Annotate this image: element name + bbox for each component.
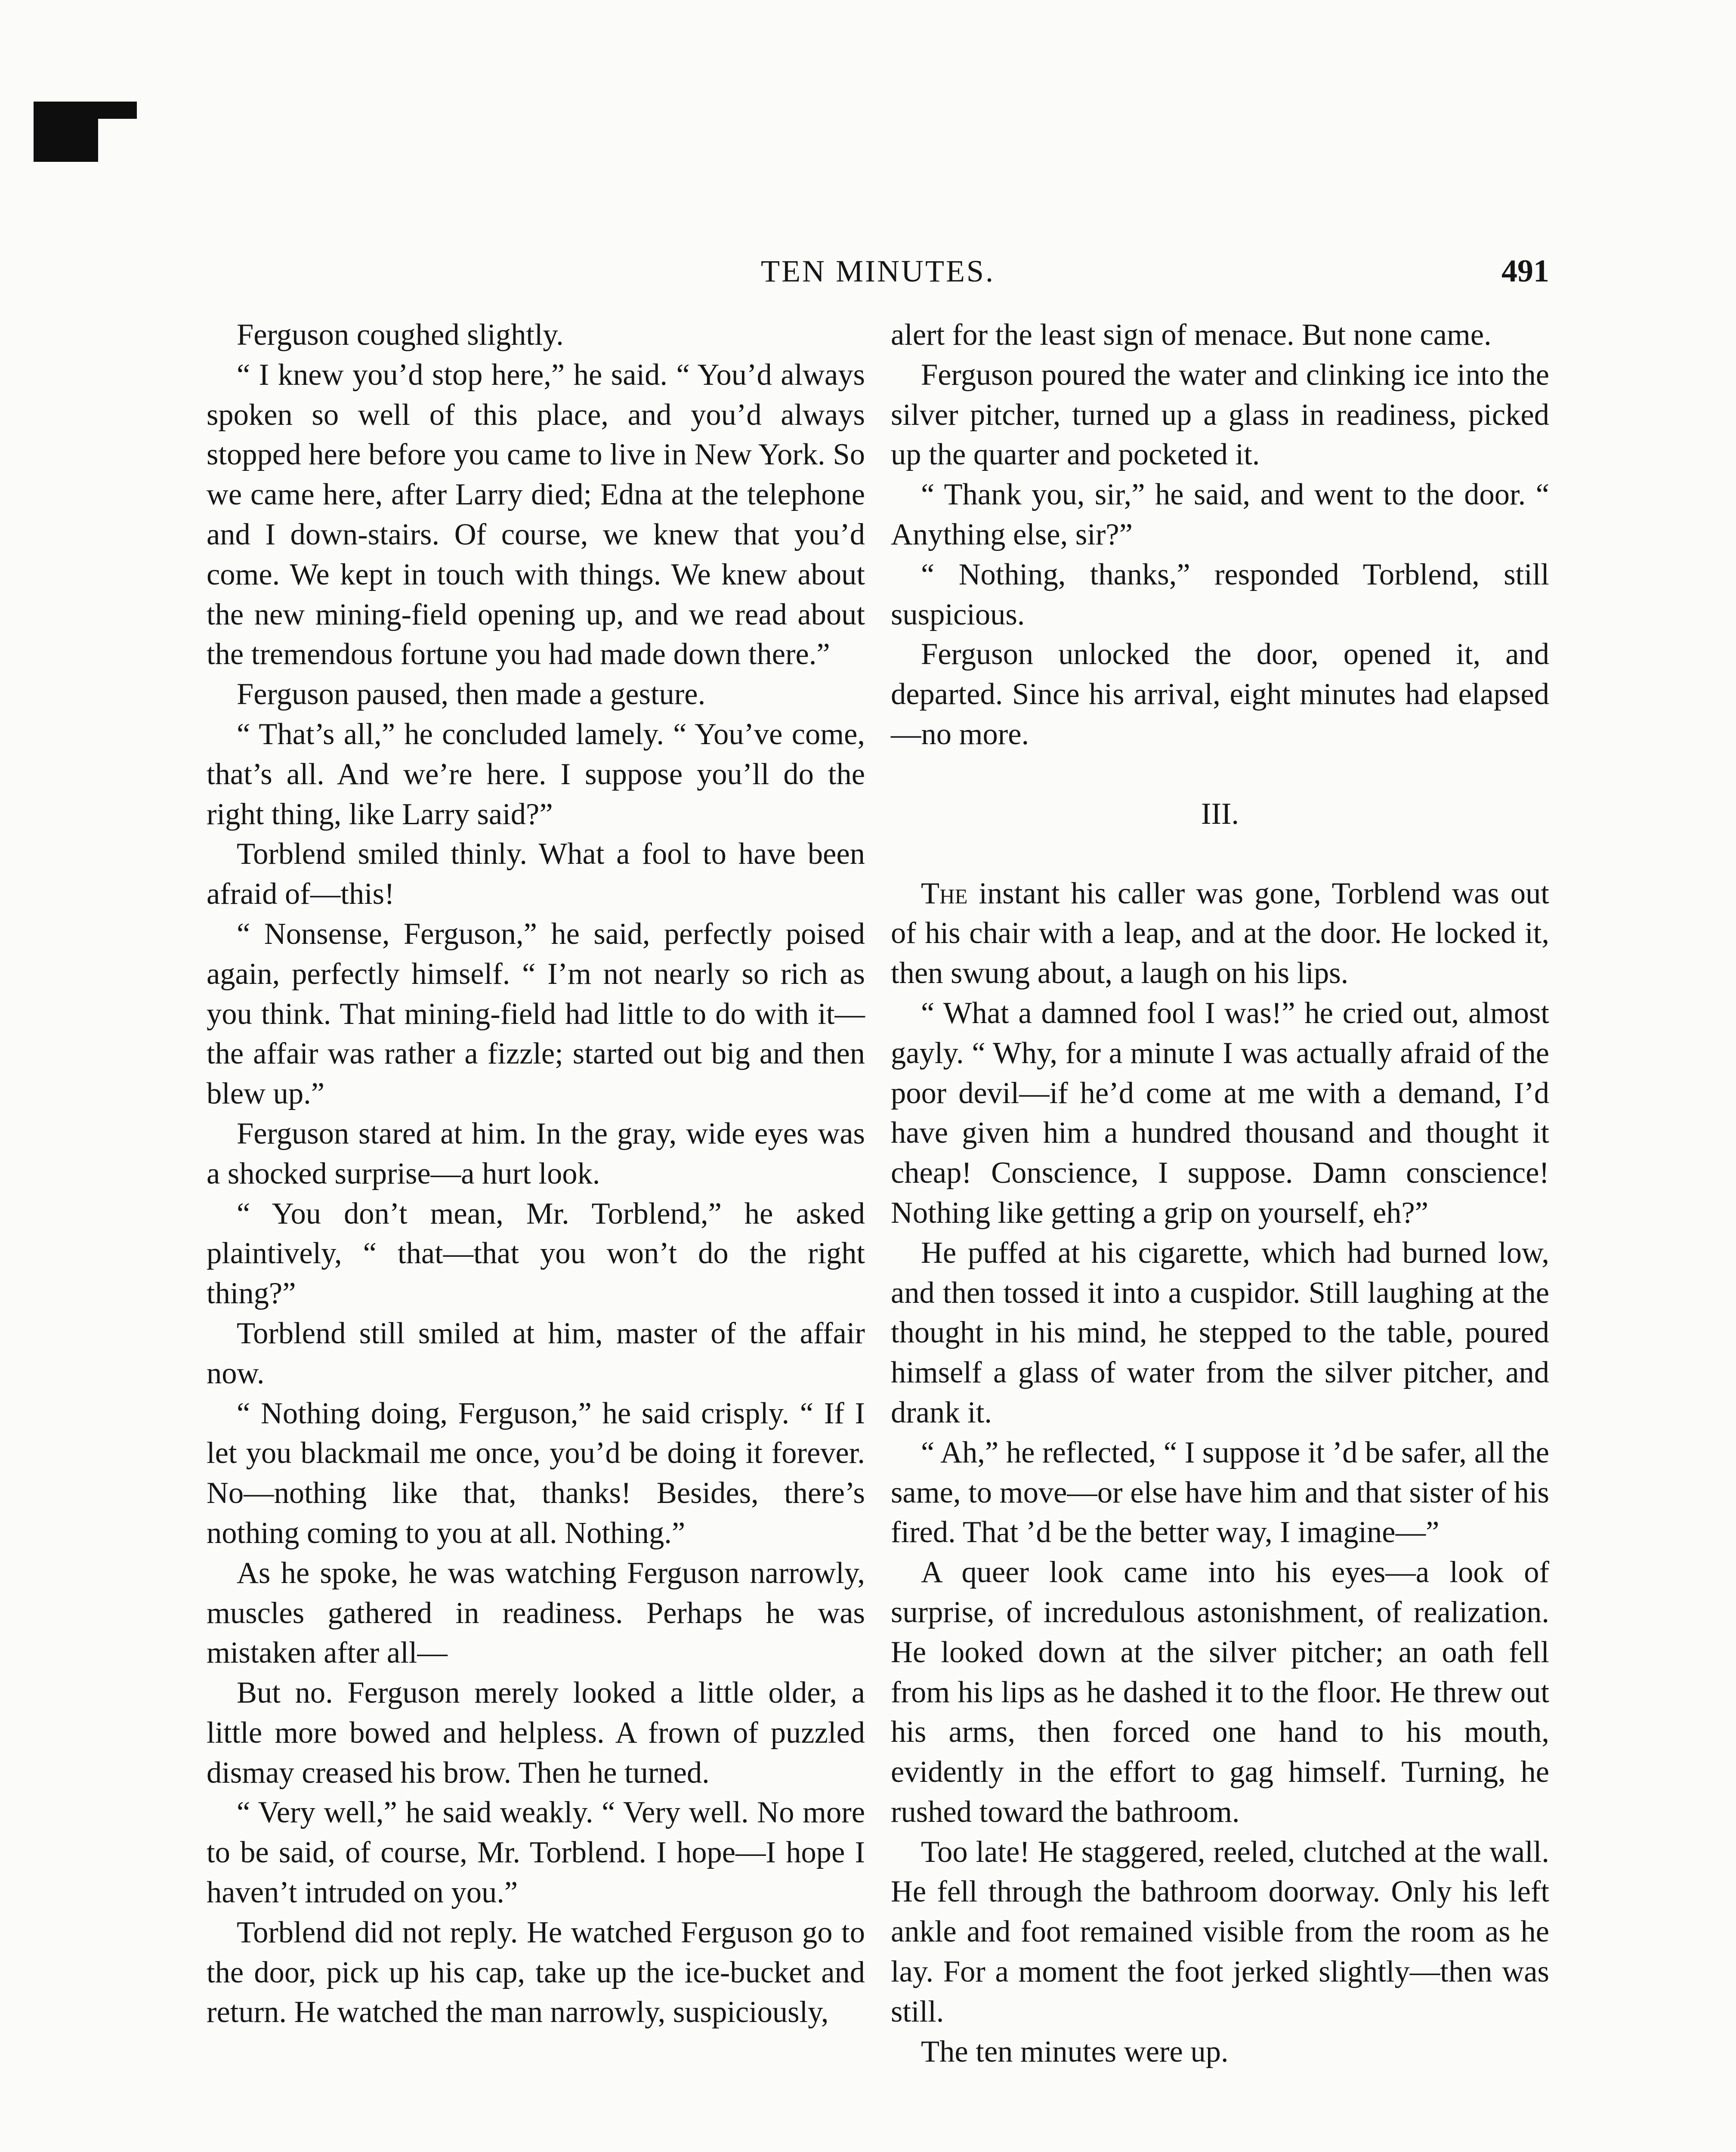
lead-word: The (921, 876, 968, 910)
paragraph: Torblend smiled thinly. What a fool to have been afraid of—this! (207, 837, 865, 911)
page-corner-mark (34, 102, 137, 162)
paragraph: Torblend still smiled at him, master of the affair now. (207, 1316, 865, 1390)
running-head (207, 247, 1549, 295)
page-number: 491 (1501, 254, 1549, 289)
paragraph: “ That’s all,” he concluded lamely. “ You’ve come, that’s all. And we’re here. I suppose you’ll do the right thing, like Larry said?” (207, 717, 865, 831)
paragraph: “ Nothing, thanks,” responded Torblend, still suspicious. (891, 557, 1549, 631)
paragraph-continuation: alert for the least sign of menace. But none came. (891, 318, 1492, 352)
paragraph: Ferguson unlocked the door, opened it, and departed. Since his arrival, eight minutes had elapsed—no more. (891, 637, 1549, 751)
paragraph: Too late! He staggered, reeled, clutched at the wall. He fell through the bathroom doorway. Only his left ankle and foot remained visible from the room as he lay. For a moment the foot jerked slightly—then was still. (891, 1835, 1549, 2028)
paragraph: “ Nothing doing, Ferguson,” he said crisply. “ If I let you blackmail me once, you’d be doing it forever. No—nothing like that, thanks! Besides, there’s nothing coming to you at all. Nothing.” (207, 1396, 865, 1550)
paragraph: “ You don’t mean, Mr. Torblend,” he asked plaintively, “ that—that you won’t do the right thing?” (207, 1197, 865, 1311)
running-title: TEN MINUTES. (761, 254, 995, 288)
paragraph: He puffed at his cigarette, which had burned low, and then tossed it into a cuspidor. Still laughing at the thought in his mind, he stepped to the table, poured himself a glass of water from the silver pitcher, and drank it. (891, 1236, 1549, 1429)
paragraph: The ten minutes were up. (921, 2035, 1229, 2069)
section-opening-paragraph (891, 874, 1549, 993)
paragraph: “ Ah,” he reflected, “ I suppose it ’d be safer, all the same, to move—or else have him and that sister of his fired. That ’d be the better way, I imagine—” (891, 1435, 1549, 1549)
paragraph: Torblend did not reply. He watched Ferguson go to the door, pick up his cap, take up the ice-bucket and return. He watched the man narrowly, suspiciously, (207, 1915, 865, 2029)
paragraph: Ferguson stared at him. In the gray, wide eyes was a shocked surprise—a hurt look. (207, 1116, 865, 1190)
paragraph: “ Thank you, sir,” he said, and went to the door. “ Anything else, sir?” (891, 478, 1549, 551)
paragraph: Ferguson poured the water and clinking ice into the silver pitcher, turned up a glass in readiness, picked up the quarter and pocketed it. (891, 358, 1549, 472)
paragraph: “ I knew you’d stop here,” he said. “ You’d always spoken so well of this place, and you’d always stopped here before you came to live in New York. So we came here, after Larry died; Edna at the telephone and I down-stairs. Of course, we knew that you’d come. We kept in touch with things. We knew about the new mining-field opening up, and we read about the tremendous fortune you had made down there.” (207, 358, 865, 671)
left-column (207, 315, 865, 2032)
paragraph: A queer look came into his eyes—a look of surprise, of incredulous astonishment, of realization. He looked down at the silver pitcher; an oath fell from his lips as he dashed it to the floor. He threw out his arms, then forced one hand to his mouth, evidently in the effort to gag himself. Turning, he rushed toward the bathroom. (891, 1555, 1549, 1829)
paragraph: But no. Ferguson merely looked a little older, a little more bowed and helpless. A frown of puzzled dismay creased his brow. Then he turned. (207, 1676, 865, 1790)
paragraph: As he spoke, he was watching Ferguson narrowly, muscles gathered in readiness. Perhaps he was mistaken after all— (207, 1556, 865, 1670)
right-column (891, 315, 1549, 2072)
paragraph: Ferguson paused, then made a gesture. (237, 677, 706, 711)
section-heading: III. (1201, 797, 1239, 831)
paragraph: “ Very well,” he said weakly. “ Very well. No more to be said, of course, Mr. Torblend. I hope—I hope I haven’t intruded on you.” (207, 1796, 865, 1910)
paragraph: Ferguson coughed slightly. (237, 318, 564, 352)
paragraph: “ What a damned fool I was!” he cried out, almost gayly. “ Why, for a minute I was actually afraid of the poor devil—if he’d come at me with a demand, I’d have given him a hundred thousand and thought it cheap! Conscience, I suppose. Damn conscience! Nothing like getting a grip on yourself, eh?” (891, 996, 1549, 1230)
paragraph: “ Nonsense, Ferguson,” he said, perfectly poised again, perfectly himself. “ I’m not nearly so rich as you think. That mining-field had little to do with it—the affair was rather a fizzle; started out big and then blew up.” (207, 917, 865, 1111)
lead-rest: instant his caller was gone, Torblend was out of his chair with a leap, and at the door. He locked it, then swung about, a laugh on his lips. (891, 876, 1549, 990)
